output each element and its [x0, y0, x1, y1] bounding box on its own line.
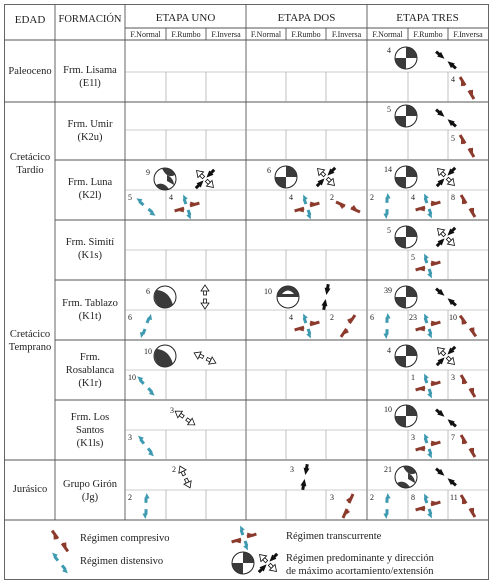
count-e2-giron-inversa: 3	[330, 493, 334, 502]
formation-lisama: Frm. Lisama (E1l)	[63, 65, 117, 89]
etapa-dos-luna-beachball	[275, 166, 297, 188]
legend-distensivo-icon	[47, 552, 74, 574]
etapa-dos-tablazo-inversa-arrows	[341, 313, 355, 338]
etapa-tres-simiti-rumbo-arrows	[416, 253, 441, 279]
age-cretacico-temprano: Cretácico Temprano	[8, 329, 52, 353]
etapa-tres-luna-arrows	[435, 166, 458, 189]
count-e3-umir-inversa: 5	[451, 134, 455, 143]
count-e1-tablazo-normal: 6	[128, 313, 132, 322]
count-e3-simiti-beach: 5	[387, 226, 391, 235]
etapa-tres-umir-beachball	[395, 105, 417, 127]
etapa-tres-rosablanca-inversa-arrows	[455, 375, 480, 397]
etapa-tres-tablazo-inversa-arrows	[455, 316, 481, 337]
etapa-tres-luna-rumbo-arrows	[416, 193, 441, 219]
sub-inversa-1: F.Inversa	[211, 30, 241, 39]
etapa-tres-lisama-beachball	[395, 47, 417, 69]
etapa-tres-simiti-arrows	[435, 226, 458, 249]
count-e2-tablazo-beach: 10	[264, 287, 272, 296]
count-e3-lossantos-inversa: 7	[451, 433, 455, 442]
count-e3-rosablanca-rumbo: 1	[411, 373, 415, 382]
count-e3-tablazo-rumbo: 23	[409, 313, 417, 322]
count-e1-lossantos-normal: 3	[128, 433, 132, 442]
sub-inversa-3: F.Inversa	[453, 30, 483, 39]
legend-predominante-label: Régimen predominante y dirección de máximo acortamiento/extensión	[286, 553, 434, 577]
count-e1-giron-normal: 2	[128, 493, 132, 502]
etapa-tres-tablazo-arrows	[434, 286, 458, 307]
etapa-uno-luna-normal-arrows	[133, 197, 160, 216]
etapa-tres-lossantos-arrows	[434, 407, 458, 428]
legend-compresivo-label: Régimen compresivo	[80, 533, 170, 544]
etapa-tres-giron-inversa-arrows	[455, 495, 480, 517]
etapa-tres-giron-beachball	[395, 466, 417, 488]
count-e3-tablazo-beach: 39	[384, 286, 392, 295]
etapa-uno-luna-beachball	[154, 168, 176, 190]
header-formacion: FORMACIÓN	[58, 14, 122, 25]
etapa-tres-lisama-inversa-arrows	[454, 77, 479, 99]
formation-giron: Grupo Girón (Jg)	[63, 479, 117, 503]
etapa-dos-luna-inversa-arrows	[336, 202, 360, 212]
etapa-uno-tablazo-beachball	[154, 286, 176, 308]
count-e3-lossantos-rumbo: 3	[411, 433, 415, 442]
count-e2-luna-beach: 6	[267, 166, 271, 175]
count-e1-tablazo-beach: 6	[146, 287, 150, 296]
count-e3-rosablanca-beach: 4	[387, 346, 391, 355]
etapa-uno-rosablanca-beachball	[154, 345, 176, 367]
count-e3-luna-beach: 14	[384, 165, 392, 174]
etapa-tres-luna-beachball	[395, 166, 417, 188]
etapa-uno-luna-rumbo-arrows	[175, 194, 200, 220]
count-e3-giron-normal: 2	[370, 493, 374, 502]
count-e1-luna-rumbo: 4	[169, 193, 173, 202]
formation-luna: Frm. Luna (K2l)	[67, 177, 113, 201]
count-e3-luna-inversa: 8	[451, 193, 455, 202]
etapa-tres-umir-arrows	[434, 107, 458, 128]
count-e1-rosablanca-beach: 10	[144, 347, 152, 356]
count-e3-umir-beach: 5	[387, 105, 391, 114]
etapa-tres-umir-inversa-arrows	[454, 135, 479, 157]
sub-rumbo-2: F.Rumbo	[291, 30, 321, 39]
count-e3-lisama-beach: 4	[387, 46, 391, 55]
count-e3-luna-normal: 2	[370, 193, 374, 202]
count-e3-giron-beach: 21	[384, 465, 392, 474]
count-e3-lossantos-beach: 10	[384, 405, 392, 414]
legend-transcurrente-label: Régimen transcurrente	[286, 531, 382, 542]
count-e2-luna-rumbo: 4	[289, 193, 293, 202]
etapa-tres-lossantos-inversa-arrows	[455, 435, 480, 457]
etapa-uno-giron-normal-arrows	[136, 493, 155, 520]
etapa-tres-tablazo-beachball	[395, 286, 417, 308]
etapa-tres-giron-normal-arrows	[377, 493, 396, 520]
count-e3-lisama-inversa: 4	[451, 75, 455, 84]
etapa-uno-giron-arrows	[176, 464, 193, 489]
formation-tablazo: Frm. Tablazo (K1t)	[62, 298, 118, 322]
count-e1-lossantos-top: 3	[170, 406, 174, 415]
etapa-uno-lossantos-arrows	[173, 408, 197, 428]
formation-simiti: Frm. Simití (K1s)	[65, 237, 115, 261]
etapa-tres-giron-arrows	[434, 466, 458, 487]
count-e1-luna-beach: 9	[146, 168, 150, 177]
header-etapa-tres: ETAPA TRES	[396, 12, 459, 24]
legend-distensivo-label: Régimen distensivo	[80, 556, 164, 567]
etapa-tres-lisama-arrows	[434, 49, 458, 70]
etapa-dos-tablazo-beachball	[277, 286, 299, 308]
count-e1-luna-normal: 5	[128, 193, 132, 202]
formation-umir: Frm. Umir (K2u)	[67, 119, 113, 143]
sub-rumbo-1: F.Rumbo	[171, 30, 201, 39]
count-e3-rosablanca-inversa: 3	[451, 373, 455, 382]
age-paleoceno: Paleoceno	[8, 66, 52, 77]
etapa-tres-lossantos-beachball	[395, 405, 417, 427]
sub-normal-1: F.Normal	[130, 30, 161, 39]
age-jurasico: Jurásico	[12, 484, 48, 495]
count-e3-tablazo-normal: 6	[370, 313, 374, 322]
etapa-tres-lossantos-rumbo-arrows	[416, 433, 441, 459]
formation-rosablanca: Frm. Rosablanca (K1r)	[65, 352, 115, 389]
header-edad: EDAD	[14, 14, 46, 26]
count-e3-tablazo-inversa: 10	[449, 313, 457, 322]
etapa-dos-tablazo-rumbo-arrows	[295, 313, 320, 339]
legend-predominante-arrows	[257, 552, 280, 575]
etapa-tres-tablazo-normal-arrows	[377, 313, 396, 340]
etapa-tres-luna-inversa-arrows	[455, 195, 480, 217]
count-e2-giron-top: 3	[290, 465, 294, 474]
sub-normal-3: F.Normal	[372, 30, 403, 39]
legend-transcurrente-icon	[232, 525, 257, 551]
etapa-dos-luna-arrows	[315, 166, 338, 189]
sub-normal-2: F.Normal	[250, 30, 282, 39]
legend-predominante-beachball	[232, 552, 254, 574]
count-e3-luna-rumbo: 4	[411, 193, 415, 202]
etapa-tres-tablazo-rumbo-arrows	[416, 313, 441, 339]
etapa-tres-rosablanca-arrows	[435, 345, 458, 368]
etapa-uno-luna-arrows	[194, 168, 217, 191]
count-e2-luna-inversa: 2	[330, 193, 334, 202]
formation-lossantos: Frm. Los Santos (K1ls)	[70, 412, 110, 449]
count-e3-giron-rumbo: 8	[411, 493, 415, 502]
sub-inversa-2: F.Inversa	[331, 30, 362, 39]
etapa-dos-tablazo-arrows	[321, 284, 331, 311]
legend-compresivo-icon	[47, 531, 73, 552]
etapa-uno-lossantos-normal-arrows	[133, 435, 160, 457]
etapa-uno-rosablanca-normal-arrows	[133, 375, 160, 396]
count-e3-simiti-rumbo: 5	[411, 253, 415, 262]
header-etapa-dos: ETAPA DOS	[277, 12, 336, 24]
etapa-dos-giron-inversa-arrows	[343, 494, 353, 518]
etapa-tres-luna-normal-arrows	[377, 193, 396, 220]
etapa-uno-rosablanca-arrows	[192, 349, 217, 366]
etapa-tres-rosablanca-beachball	[395, 345, 417, 367]
age-cretacico-tardio: Cretácico Tardío	[9, 152, 51, 176]
count-e3-giron-inversa: 11	[450, 493, 458, 502]
etapa-uno-tablazo-arrows	[201, 285, 209, 309]
etapa-tres-rosablanca-rumbo-arrows	[416, 373, 441, 399]
sub-rumbo-3: F.Rumbo	[413, 30, 443, 39]
etapa-uno-tablazo-normal-arrows	[140, 314, 152, 338]
etapa-tres-giron-rumbo-arrows	[416, 493, 441, 519]
count-e2-tablazo-inversa: 2	[330, 313, 334, 322]
etapa-tres-simiti-beachball	[395, 226, 417, 248]
etapa-dos-giron-arrows	[300, 464, 310, 491]
count-e1-rosablanca-normal: 10	[128, 373, 136, 382]
count-e2-tablazo-rumbo: 4	[289, 313, 293, 322]
count-e1-giron-top: 2	[172, 465, 176, 474]
etapa-dos-luna-rumbo-arrows	[295, 194, 320, 220]
header-etapa-uno: ETAPA UNO	[155, 12, 216, 24]
